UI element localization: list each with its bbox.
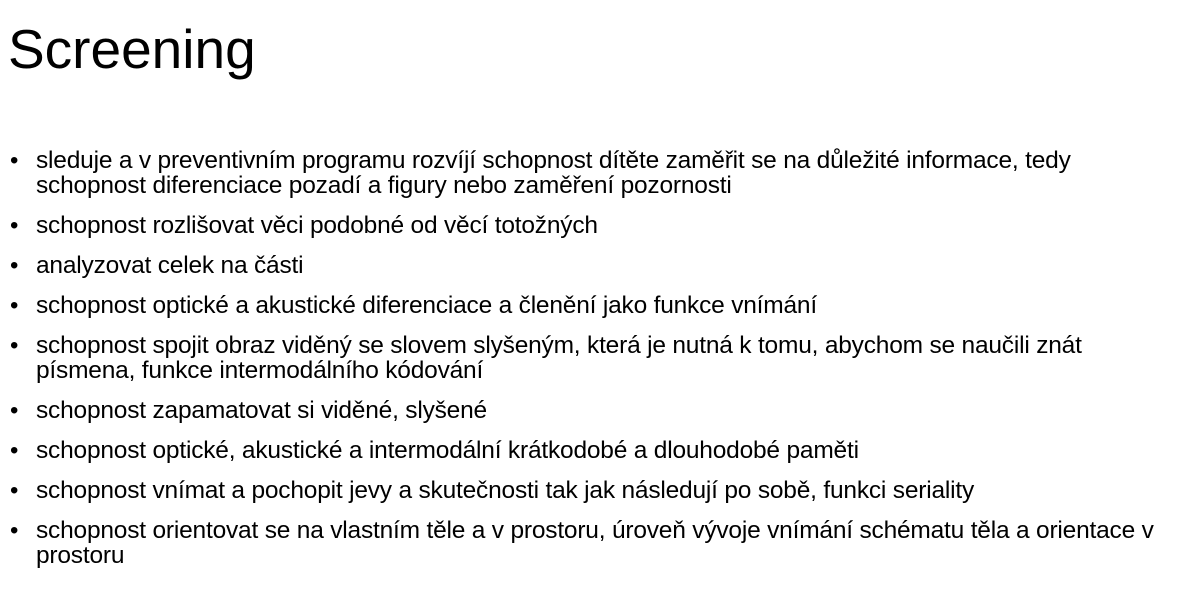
bullet-icon: • bbox=[10, 252, 19, 279]
list-item bbox=[10, 293, 1180, 318]
bullet-text: schopnost zapamatovat si viděné, slyšené bbox=[36, 397, 487, 424]
bullet-text: schopnost rozlišovat věci podobné od věcí totožných bbox=[36, 212, 598, 239]
bullet-icon: • bbox=[10, 397, 19, 424]
list-item bbox=[10, 518, 1180, 568]
list-item bbox=[10, 438, 1180, 463]
bullet-icon: • bbox=[10, 477, 19, 504]
list-item bbox=[10, 478, 1180, 503]
bullet-list bbox=[10, 148, 1180, 583]
bullet-icon: • bbox=[10, 212, 19, 239]
bullet-icon: • bbox=[10, 147, 19, 174]
list-item bbox=[10, 253, 1180, 278]
bullet-text: sleduje a v preventivním programu rozvíjí schopnost dítěte zaměřit se na důležité informace, tedy schopnost diferenciace pozadí a figury nebo zaměření pozornosti bbox=[36, 147, 1071, 199]
list-item bbox=[10, 148, 1180, 198]
list-item bbox=[10, 333, 1180, 383]
bullet-text: schopnost optické a akustické diferenciace a členění jako funkce vnímání bbox=[36, 292, 817, 319]
bullet-text: schopnost vnímat a pochopit jevy a skutečnosti tak jak následují po sobě, funkci seriality bbox=[36, 477, 975, 504]
bullet-text: schopnost spojit obraz viděný se slovem slyšeným, která je nutná k tomu, abychom se naučili znát písmena, funkce intermodálního kódování bbox=[36, 332, 1082, 384]
bullet-text: schopnost optické, akustické a intermodální krátkodobé a dlouhodobé paměti bbox=[36, 437, 859, 464]
bullet-text: analyzovat celek na části bbox=[36, 252, 304, 279]
bullet-text: schopnost orientovat se na vlastním těle a v prostoru, úroveň vývoje vnímání schématu těla a orientace v prostoru bbox=[36, 517, 1154, 569]
bullet-icon: • bbox=[10, 517, 19, 544]
bullet-icon: • bbox=[10, 292, 19, 319]
list-item bbox=[10, 398, 1180, 423]
bullet-icon: • bbox=[10, 332, 19, 359]
slide-title: Screening bbox=[8, 18, 256, 80]
list-item bbox=[10, 213, 1180, 238]
bullet-icon: • bbox=[10, 437, 19, 464]
